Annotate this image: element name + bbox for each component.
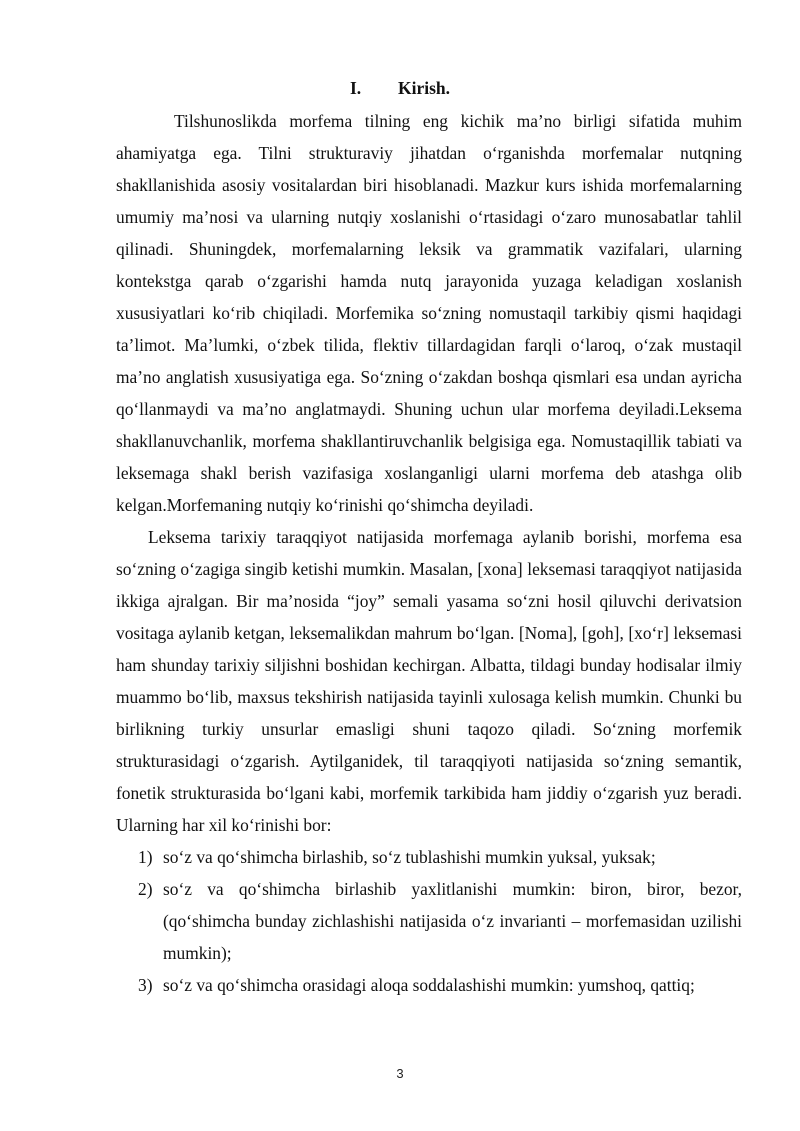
list-marker: 3)	[138, 975, 153, 995]
list-item-text: so‘z va qo‘shimcha birlashib, so‘z tublashishi mumkin yuksal, yuksak;	[163, 847, 656, 867]
page-number: 3	[396, 1066, 404, 1081]
paragraph-history: Leksema tarixiy taraqqiyot natijasida morfemaga aylanib borishi, morfema esa so‘zning o‘zagiga singib ketishi mumkin. Masalan, [xona] leksemasi taraqqiyot natijasida ikkiga ajralgan. Bir ma’nosida “joy” semali yasama so‘zni hosil qiluvchi derivatsion vositaga aylanib ketgan, leksemalikdan mahrum bo‘lgan. [Noma], [goh], [xo‘r] leksemasi ham shunday tarixiy siljishni boshidan kechirgan. Albatta, tildagi bunday hodisalar ilmiy muammo bo‘lib, maxsus tekshirish natijasida tayinli xulosaga kelish mumkin. Chunki bu birlikning turkiy unsurlar emasligi shuni taqozo qiladi. So‘zning morfemik strukturasidagi o‘zgarish. Aytilganidek, til taraqqiyoti natijasida so‘zning semantik, fonetik strukturasida bo‘lgani kabi, morfemik tarkibida ham jiddiy o‘zgarish yuz beradi. Ularning har xil ko‘rinishi bor:	[116, 527, 742, 835]
list-marker: 2)	[138, 879, 153, 899]
list-item	[116, 841, 742, 873]
section-heading	[0, 72, 800, 104]
section-number: I.	[349, 78, 362, 98]
numbered-list	[116, 841, 742, 1001]
list-marker: 1)	[138, 847, 153, 867]
list-item-text: so‘z va qo‘shimcha birlashib yaxlitlanishi mumkin: biron, biror, bezor, (qo‘shimcha bunday zichlashishi natijasida o‘z invarianti – morfemasidan uzilishi mumkin);	[163, 879, 742, 963]
list-item-text: so‘z va qo‘shimcha orasidagi aloqa soddalashishi mumkin: yumshoq, qattiq;	[163, 975, 695, 995]
list-item	[116, 873, 742, 969]
section-title: Kirish.	[397, 78, 451, 98]
list-item	[116, 969, 742, 1001]
paragraph-intro: Tilshunoslikda morfema tilning eng kichik ma’no birligi sifatida muhim ahamiyatga ega. Tilni strukturaviy jihatdan o‘rganishda morfemalar nutqning shakllanishida asosiy vositalardan biri hisoblanadi. Mazkur kurs ishida morfemalarning umumiy ma’nosi va ularning nutqiy xoslanishi o‘rtasidagi o‘zaro munosabatlar tahlil qilinadi. Shuningdek, morfemalarning leksik va grammatik vazifalari, ularning kontekstga qarab o‘zgarishi hamda nutq jarayonida yuzaga keladigan xoslanish xususiyatlari ko‘rib chiqiladi. Morfemika so‘zning nomustaqil tarkibiy qismi haqidagi ta’limot. Ma’lumki, o‘zbek tilida, flektiv tillardagidan farqli o‘laroq, o‘zak mustaqil ma’no anglatish xususiyatiga ega. So‘zning o‘zakdan boshqa qismlari esa undan ayricha qo‘llanmaydi va ma’no anglatmaydi. Shuning uchun ular morfema deyiladi.Leksema shakllanuvchanlik, morfema shakllantiruvchanlik belgisiga ega. Nomustaqillik tabiati va leksemaga shakl berish vazifasiga xoslanganligi ularni morfema deb atashga olib kelgan.Morfemaning nutqiy ko‘rinishi qo‘shimcha deyiladi.	[116, 111, 742, 515]
body-text	[116, 105, 742, 1001]
